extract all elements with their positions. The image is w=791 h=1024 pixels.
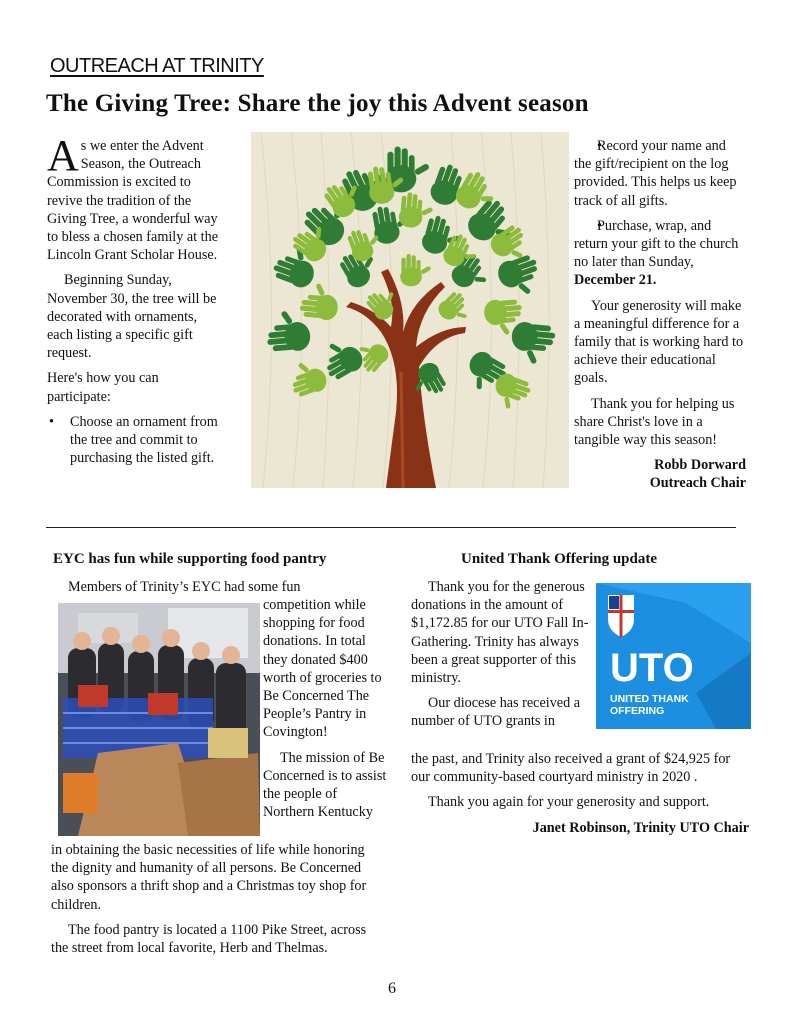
eyc-bottom-column <box>51 841 383 964</box>
uto-paragraph-3: Thank you again for your generosity and support. <box>428 794 710 811</box>
thanks-paragraph: Thank you for helping us share Christ's love in a tangible way this season! <box>574 395 735 449</box>
uto-logo <box>596 583 751 729</box>
uto-signature: Janet Robinson, Trinity UTO Chair <box>532 819 749 836</box>
uto-paragraph-2-end: the past, and Trinity also received a grant of $24,925 for our community-based courtyard ministry in 2020 . <box>411 751 731 786</box>
page-number: 6 <box>388 980 396 997</box>
logo-line-2: OFFERING <box>610 705 665 717</box>
list-item-text: Purchase, wrap, and return your gift to the church no later than Sunday, <box>574 217 739 271</box>
steps-list-left <box>47 413 224 468</box>
uto-paragraph-2-start: Our diocese has received a number of UTO grants in <box>411 695 581 730</box>
tree-of-hands-icon <box>251 132 569 488</box>
list-item <box>574 217 746 290</box>
page-title: The Giving Tree: Share the joy this Advent season <box>46 90 589 117</box>
giving-tree-left-column <box>47 131 224 474</box>
start-paragraph: Beginning Sunday, November 30, the tree will be decorated with ornaments, each listing a specific gift request. <box>47 272 217 362</box>
eyc-paragraph-2-start: The mission of Be Concerned is to assist the people of Northern Kentucky <box>263 749 387 821</box>
list-item: • Record your name and the gift/recipient on the log provided. This helps us keep track of all gifts. <box>574 137 746 210</box>
intro-text: s we enter the Advent Season, the Outreach Commission is excited to revive the tradition of the Giving Tree, a wonderful way to bless a chosen family at the Lincoln Grant Scholar House. <box>47 138 218 264</box>
logo-uto-text: UTO <box>610 646 694 690</box>
uto-bottom-column <box>411 750 749 837</box>
section-label: OUTREACH AT TRINITY <box>50 55 264 77</box>
eyc-side-column <box>263 596 388 821</box>
section-divider <box>46 527 736 528</box>
eyc-lead-line: Members of Trinity’s EYC had some fun <box>68 579 301 595</box>
logo-line-1: UNITED THANK <box>610 693 689 705</box>
deadline-date: December 21. <box>574 272 657 289</box>
eyc-article-title: EYC has fun while supporting food pantry <box>53 551 327 567</box>
list-item: • Choose an ornament from the tree and commit to purchasing the listed gift. <box>47 413 224 468</box>
giving-tree-illustration <box>251 132 569 488</box>
uto-side-column <box>411 578 589 731</box>
steps-list-right <box>574 137 746 290</box>
eyc-group-photo <box>58 603 260 836</box>
eyc-paragraph-3: The food pantry is located a 1100 Pike Street, across the street from local favorite, Herb and Thelmas. <box>51 921 367 957</box>
signature-name: Robb Dorward <box>654 457 746 474</box>
eyc-paragraph-2-end: in obtaining the basic necessities of life while honoring the dignity and humanity of all persons. Be Concerned also sponsors a thrift shop and a Christmas toy shop for children. <box>51 842 367 913</box>
giving-tree-right-column <box>574 137 746 493</box>
dropcap: A <box>47 131 79 180</box>
eyc-paragraph-1: competition while shopping for food donations. In total they donated $400 worth of groceries to Be Concerned The People’s Pantry in Covington! <box>263 597 382 741</box>
how-to-paragraph: Here's how you can participate: <box>47 370 159 405</box>
uto-article-title: United Thank Offering update <box>461 551 658 567</box>
signature-title: Outreach Chair <box>649 475 746 492</box>
uto-paragraph-1: Thank you for the generous donations in the amount of $1,172.85 for our UTO Fall In-Gathering. Trinity has always been a great supporter of this ministry. <box>411 579 589 687</box>
generosity-paragraph: Your generosity will make a meaningful difference for a family that is working hard to achieve their educational goals. <box>574 297 744 387</box>
intro-paragraph <box>47 131 224 264</box>
